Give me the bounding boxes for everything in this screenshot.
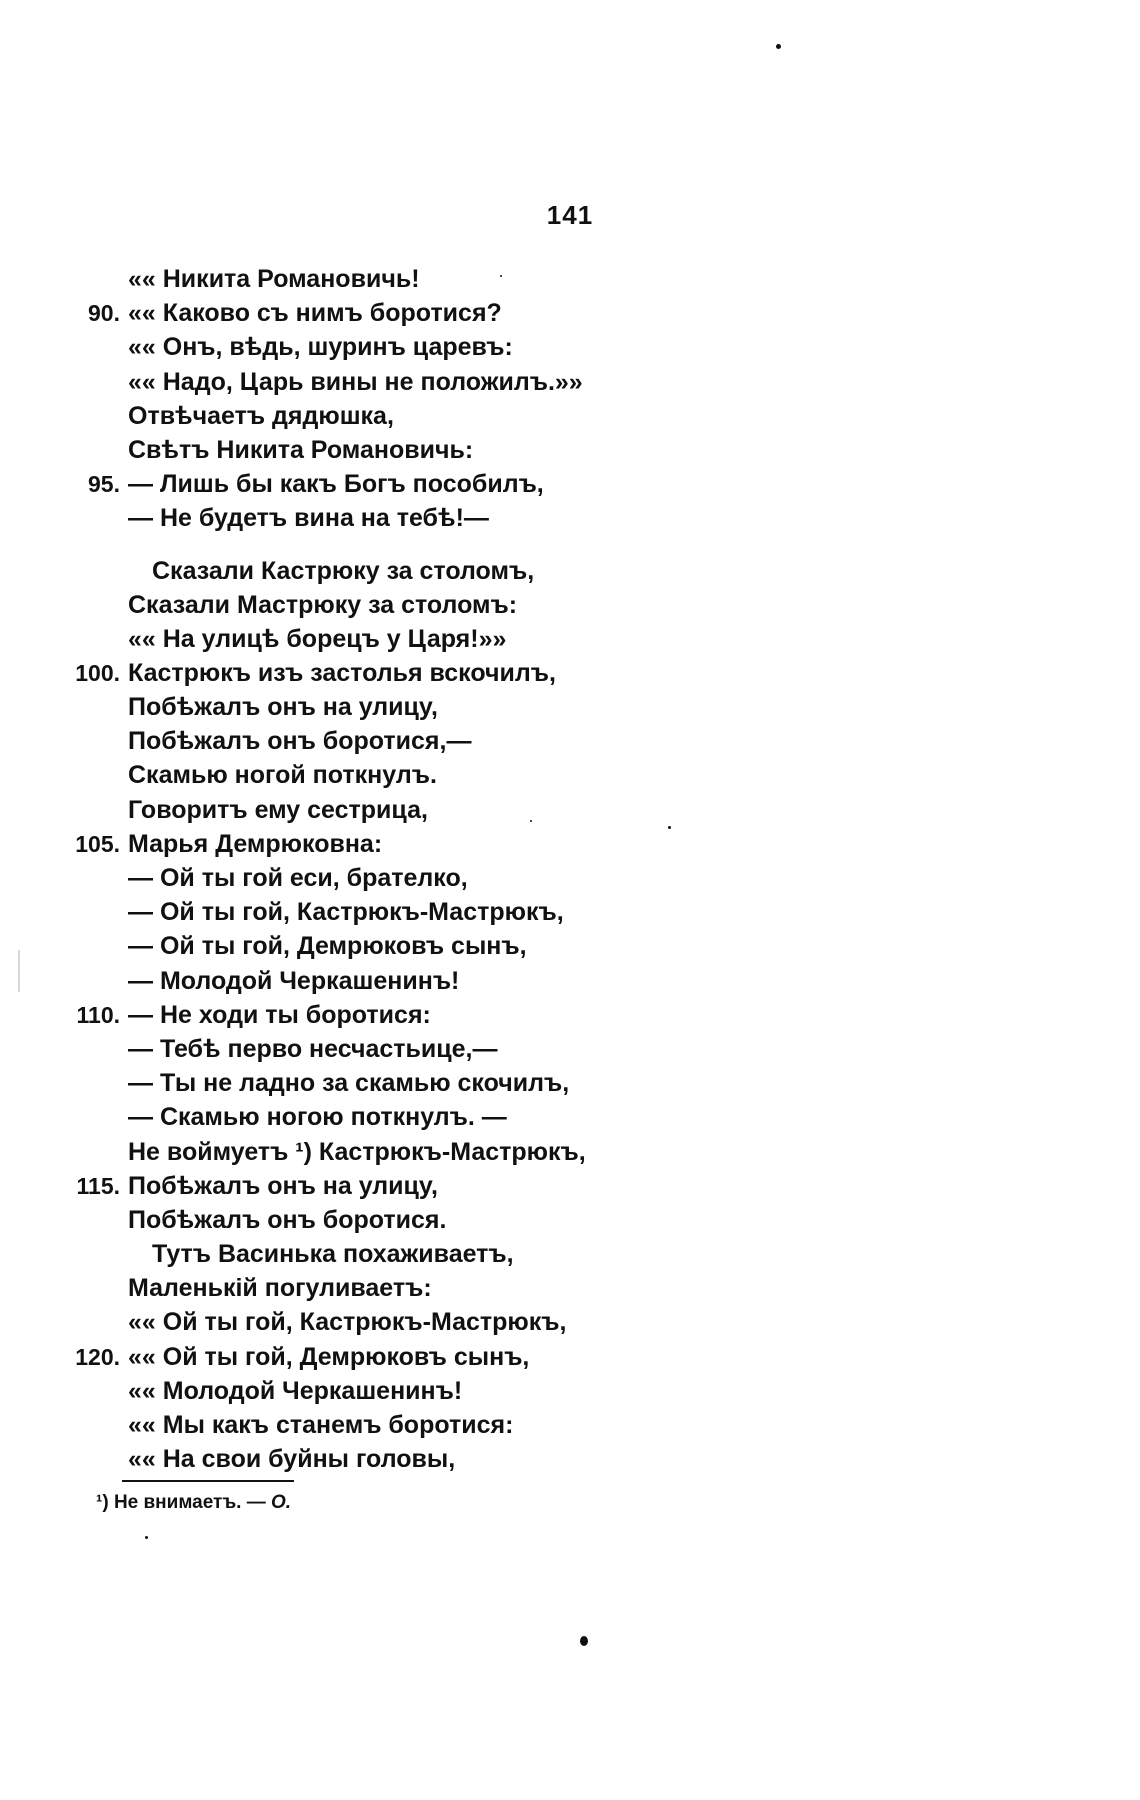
verse-text: «« Никита Романовичь! xyxy=(128,265,420,293)
footnote xyxy=(96,1492,291,1514)
verse-line xyxy=(60,758,960,792)
verse-text: — Ой ты гой, Демрюковъ сынъ, xyxy=(128,932,527,961)
verse-text: — Ой ты гой, Кастрюкъ-Мастрюкъ, xyxy=(128,898,564,927)
verse-line xyxy=(60,501,960,535)
verse-text: Тутъ Васинька похаживаетъ, xyxy=(152,1240,514,1269)
print-speck xyxy=(145,1536,148,1539)
verse-text: Свѣтъ Никита Романовичь: xyxy=(128,435,474,464)
print-speck xyxy=(580,1636,588,1646)
verse-text: «« Молодой Черкашенинъ! xyxy=(128,1376,463,1405)
verse-text: — Ты не ладно за скамью скочилъ, xyxy=(128,1069,570,1098)
verse-line xyxy=(60,1203,960,1237)
verse-line xyxy=(60,1305,960,1339)
verse-line xyxy=(60,998,960,1032)
verse-line xyxy=(60,1442,960,1476)
verse-text: «« Ой ты гой, Демрюковъ сынъ, xyxy=(128,1342,530,1371)
verse-line xyxy=(60,262,960,296)
verse-text: Сказали Кастрюку за столомъ, xyxy=(152,556,535,585)
verse-line xyxy=(60,861,960,895)
verse-line xyxy=(60,724,960,758)
verse-text: «« На улицѣ борецъ у Царя!»» xyxy=(128,624,507,653)
verse-line xyxy=(60,1340,960,1374)
verse-line xyxy=(60,1135,960,1169)
verse-text: «« Каково съ нимъ боротися? xyxy=(128,299,502,328)
margin-mark xyxy=(18,950,20,992)
verse-line xyxy=(60,1100,960,1134)
line-number: 105. xyxy=(75,830,120,857)
verse-line xyxy=(60,656,960,690)
verse-line xyxy=(60,467,960,501)
line-number: 115. xyxy=(76,1172,120,1199)
verse-line xyxy=(60,929,960,963)
verse-line xyxy=(60,827,960,861)
verse-text: — Тебѣ перво несчастьице,— xyxy=(128,1034,498,1063)
print-speck xyxy=(500,275,502,277)
verse-line xyxy=(60,1374,960,1408)
verse-text: — Молодой Черкашенинъ! xyxy=(128,966,460,995)
footnote-rule xyxy=(122,1480,294,1482)
verse-text: Отвѣчаетъ дядюшка, xyxy=(128,401,394,430)
verse-text: — Не будетъ вина на тебѣ!— xyxy=(128,504,489,533)
verse-line xyxy=(60,1237,960,1271)
verse-line xyxy=(60,1066,960,1100)
verse-text: Побѣжалъ онъ на улицу, xyxy=(128,693,438,722)
verse-line xyxy=(60,1271,960,1305)
verse-text: Скамью ногой поткнулъ. xyxy=(128,761,437,790)
verse-text: — Лишь бы какъ Богъ пособилъ, xyxy=(128,470,544,499)
verse-text: — Скамью ногою поткнулъ. — xyxy=(128,1103,507,1132)
footnote-source: О. xyxy=(271,1492,292,1513)
verse-text: «« Ой ты гой, Кастрюкъ-Мастрюкъ, xyxy=(128,1308,567,1337)
verse-line xyxy=(60,964,960,998)
verse-text: Маленькій погуливаетъ: xyxy=(128,1274,432,1303)
verse-text: «« На свои буйны головы, xyxy=(128,1445,456,1474)
verse-line xyxy=(60,793,960,827)
verse-line xyxy=(60,690,960,724)
verse-text: Побѣжалъ онъ боротися,— xyxy=(128,727,472,756)
verse-line xyxy=(60,365,960,399)
verse-text: Сказали Мастрюку за столомъ: xyxy=(128,590,518,619)
verse-line xyxy=(60,622,960,656)
verse-text: — Не ходи ты боротися: xyxy=(128,1000,431,1029)
verse-text: «« Надо, Царь вины не положилъ.»» xyxy=(128,367,583,396)
verse-line xyxy=(60,588,960,622)
verse-text: Побѣжалъ онъ боротися. xyxy=(128,1205,447,1234)
verse-line xyxy=(60,330,960,364)
print-speck xyxy=(530,820,532,822)
verse-text: Говоритъ ему сестрица, xyxy=(128,795,428,824)
verse-line xyxy=(60,1032,960,1066)
verse-line xyxy=(60,1408,960,1442)
footnote-text: Не внимаетъ. — xyxy=(113,1492,266,1513)
line-number: 120. xyxy=(75,1343,120,1370)
line-number: 95. xyxy=(88,471,120,498)
line-number: 90. xyxy=(88,300,120,327)
line-number: 110. xyxy=(76,1001,120,1028)
verse-text: «« Мы какъ станемъ боротися: xyxy=(128,1411,514,1439)
print-speck xyxy=(776,44,781,49)
verse-text: Кастрюкъ изъ застолья вскочилъ, xyxy=(128,658,556,687)
verse-line xyxy=(60,433,960,467)
verse-line xyxy=(60,1169,960,1203)
page-number: 141 xyxy=(546,200,594,230)
verse-text: Не воймуетъ ¹) Кастрюкъ-Мастрюкъ, xyxy=(128,1137,586,1166)
line-number: 100. xyxy=(75,659,120,686)
verse-line xyxy=(60,536,960,588)
verse-line xyxy=(60,895,960,929)
verse-text: «« Онъ, вѣдь, шуринъ царевъ: xyxy=(128,333,513,362)
print-speck xyxy=(668,826,671,829)
footnote-marker: ¹) xyxy=(96,1492,109,1513)
verse-text: Марья Демрюковна: xyxy=(128,829,383,858)
verse-line xyxy=(60,296,960,330)
verse-block xyxy=(60,262,960,1476)
verse-text: — Ой ты гой еси, брателко, xyxy=(128,864,468,892)
verse-text: Побѣжалъ онъ на улицу, xyxy=(128,1171,438,1200)
verse-line xyxy=(60,399,960,433)
